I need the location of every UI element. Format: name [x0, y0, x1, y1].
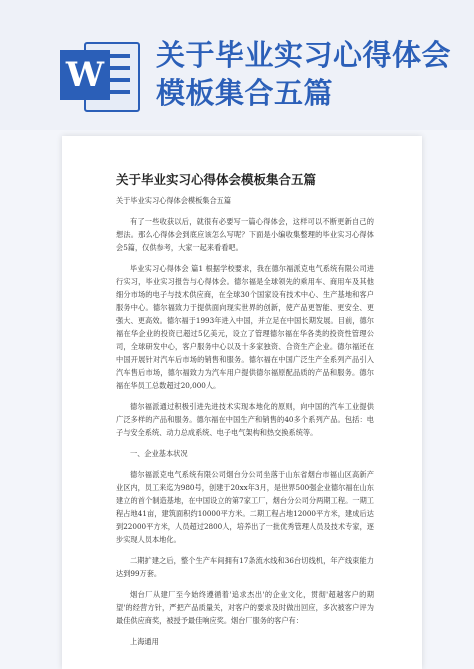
header-title: 关于毕业实习心得体会模板集合五篇: [156, 38, 452, 110]
word-letter-badge: W: [60, 50, 110, 100]
paragraph: 上海通用: [130, 637, 159, 646]
paragraph: 德尔福派通过积极引进先进技术实现本地化的原则，向中国的汽车工业提供广泛多样的产品和服务。德尔福在中国生产和销售的40多个系列产品。包括：电子与安全系统、动力总成系统、电子电气架构和热交换系统等。: [116, 402, 374, 437]
document-title: 关于毕业实习心得体会模板集合五篇: [116, 172, 317, 187]
paragraph: 毕业实习心得体会 篇1 根据学校要求，我在德尔福派克电气系统有限公司进行实习，毕业实习报告与心得体会。德尔福是全球领先的乘用车、商用车及其他细分市场的电子与技术供应商，在全球30个国家设有技术中心、生产基地和客户服务中心。德尔福致力于提供面向现实世界的创新，使产品更智能、更安全、更强大、更高效。德尔福于1993年进入中国，并立足在中国长期发展。目前，德尔福在华企业的投资已超过5亿美元，设立了管理德尔福在华各类的投资性管理公司，全球研发中心，客户服务中心以及十多家独资、合资生产企业。德尔福还在中国开展针对汽车后市场的销售和服务。德尔福在中国广泛生产全系列产品引入汽车售后市场，德尔福致力为汽车用户提供德尔福原配品质的产品和服务。德尔福在华员工总数超过20,000人。: [116, 264, 374, 390]
paragraph: 二期扩建之后，整个生产车间拥有17条流水线和36台切线机，年产线束能力达到99万套。: [116, 556, 374, 578]
header-banner: [0, 0, 474, 130]
document-page: [62, 136, 422, 669]
paragraph: 烟台厂从建厂至今始终遵循着'追求杰出'的企业文化，贯彻'超越客户的期望'的经营方针，严把产品质量关，对客户的要求及时做出回应，多次被客户评为最佳供应商奖，被授予最佳响应奖。烟台厂服务的客户有：: [116, 590, 374, 625]
section-heading: 一、企业基本状况: [130, 449, 188, 458]
document-subtitle: 关于毕业实习心得体会模板集合五篇: [116, 196, 232, 205]
paragraph: 德尔福派克电气系统有限公司烟台分公司坐落于山东省烟台市福山区高新产业区内，员工来迄为980号，创建于20xx年3月，是世界500强企业德尔福在山东建立的首个制造基地，在中国设立的第7家工厂，烟台分公司分两期工程。一期工程占地41亩，建筑面积约10000平方米。二期工程占地12000平方米，建成后达到22000平方米，人员超过2800人，培养出了一批优秀管理人员及技术专家，逐步实现人员本地化。: [116, 470, 374, 544]
word-document-icon: [60, 38, 140, 112]
document-body: [116, 194, 374, 656]
paragraph: 有了一些收获以后，就很有必要写一篇心得体会，这样可以不断更新自己的想法。那么心得体会到底应该怎么写呢？下面是小编收集整理的毕业实习心得体会5篇，仅供参考，大家一起来看看吧。: [116, 217, 374, 252]
